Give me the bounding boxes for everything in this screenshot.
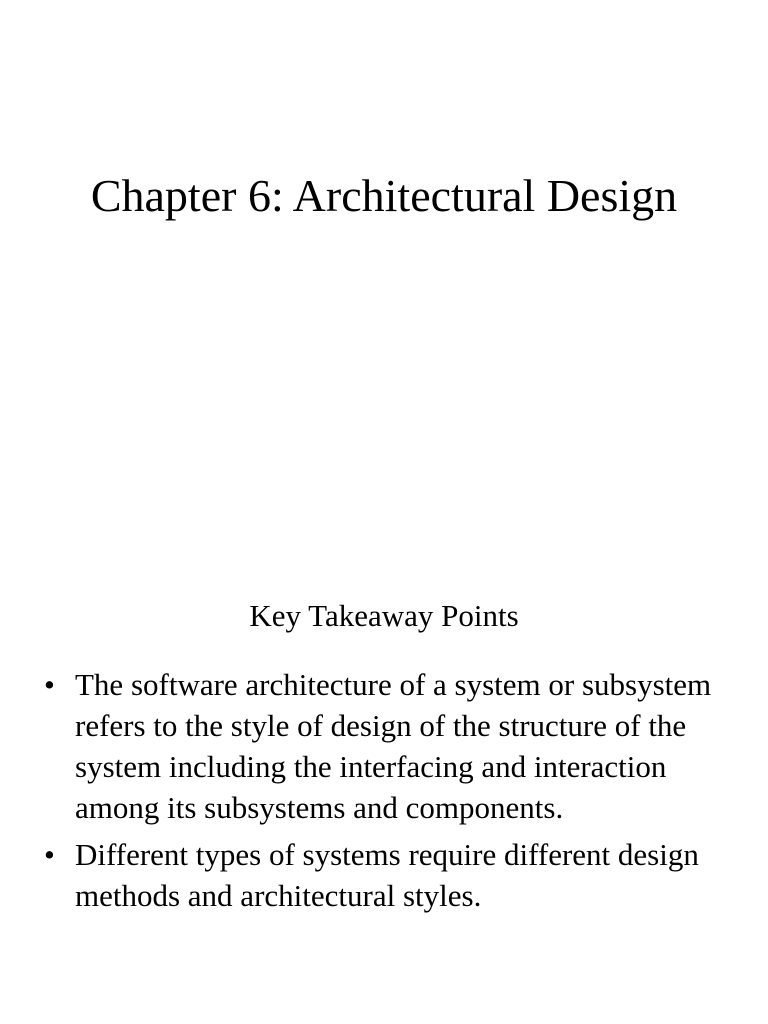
bullet-text: Different types of systems require different design methods and architectural styles. <box>75 837 699 913</box>
bullet-text: The software architecture of a system or subsystem refers to the style of design of the structure of the system including the interfacing and interaction among its subsystems and components. <box>75 667 712 825</box>
bullet-item <box>44 834 744 916</box>
slide-title: Chapter 6: Architectural Design <box>90 170 678 221</box>
bullet-item <box>44 664 744 828</box>
bullet-icon: • <box>44 837 55 872</box>
bullet-list <box>44 664 744 922</box>
bullet-icon: • <box>44 667 55 702</box>
slide-subtitle: Key Takeaway Points <box>249 598 519 633</box>
